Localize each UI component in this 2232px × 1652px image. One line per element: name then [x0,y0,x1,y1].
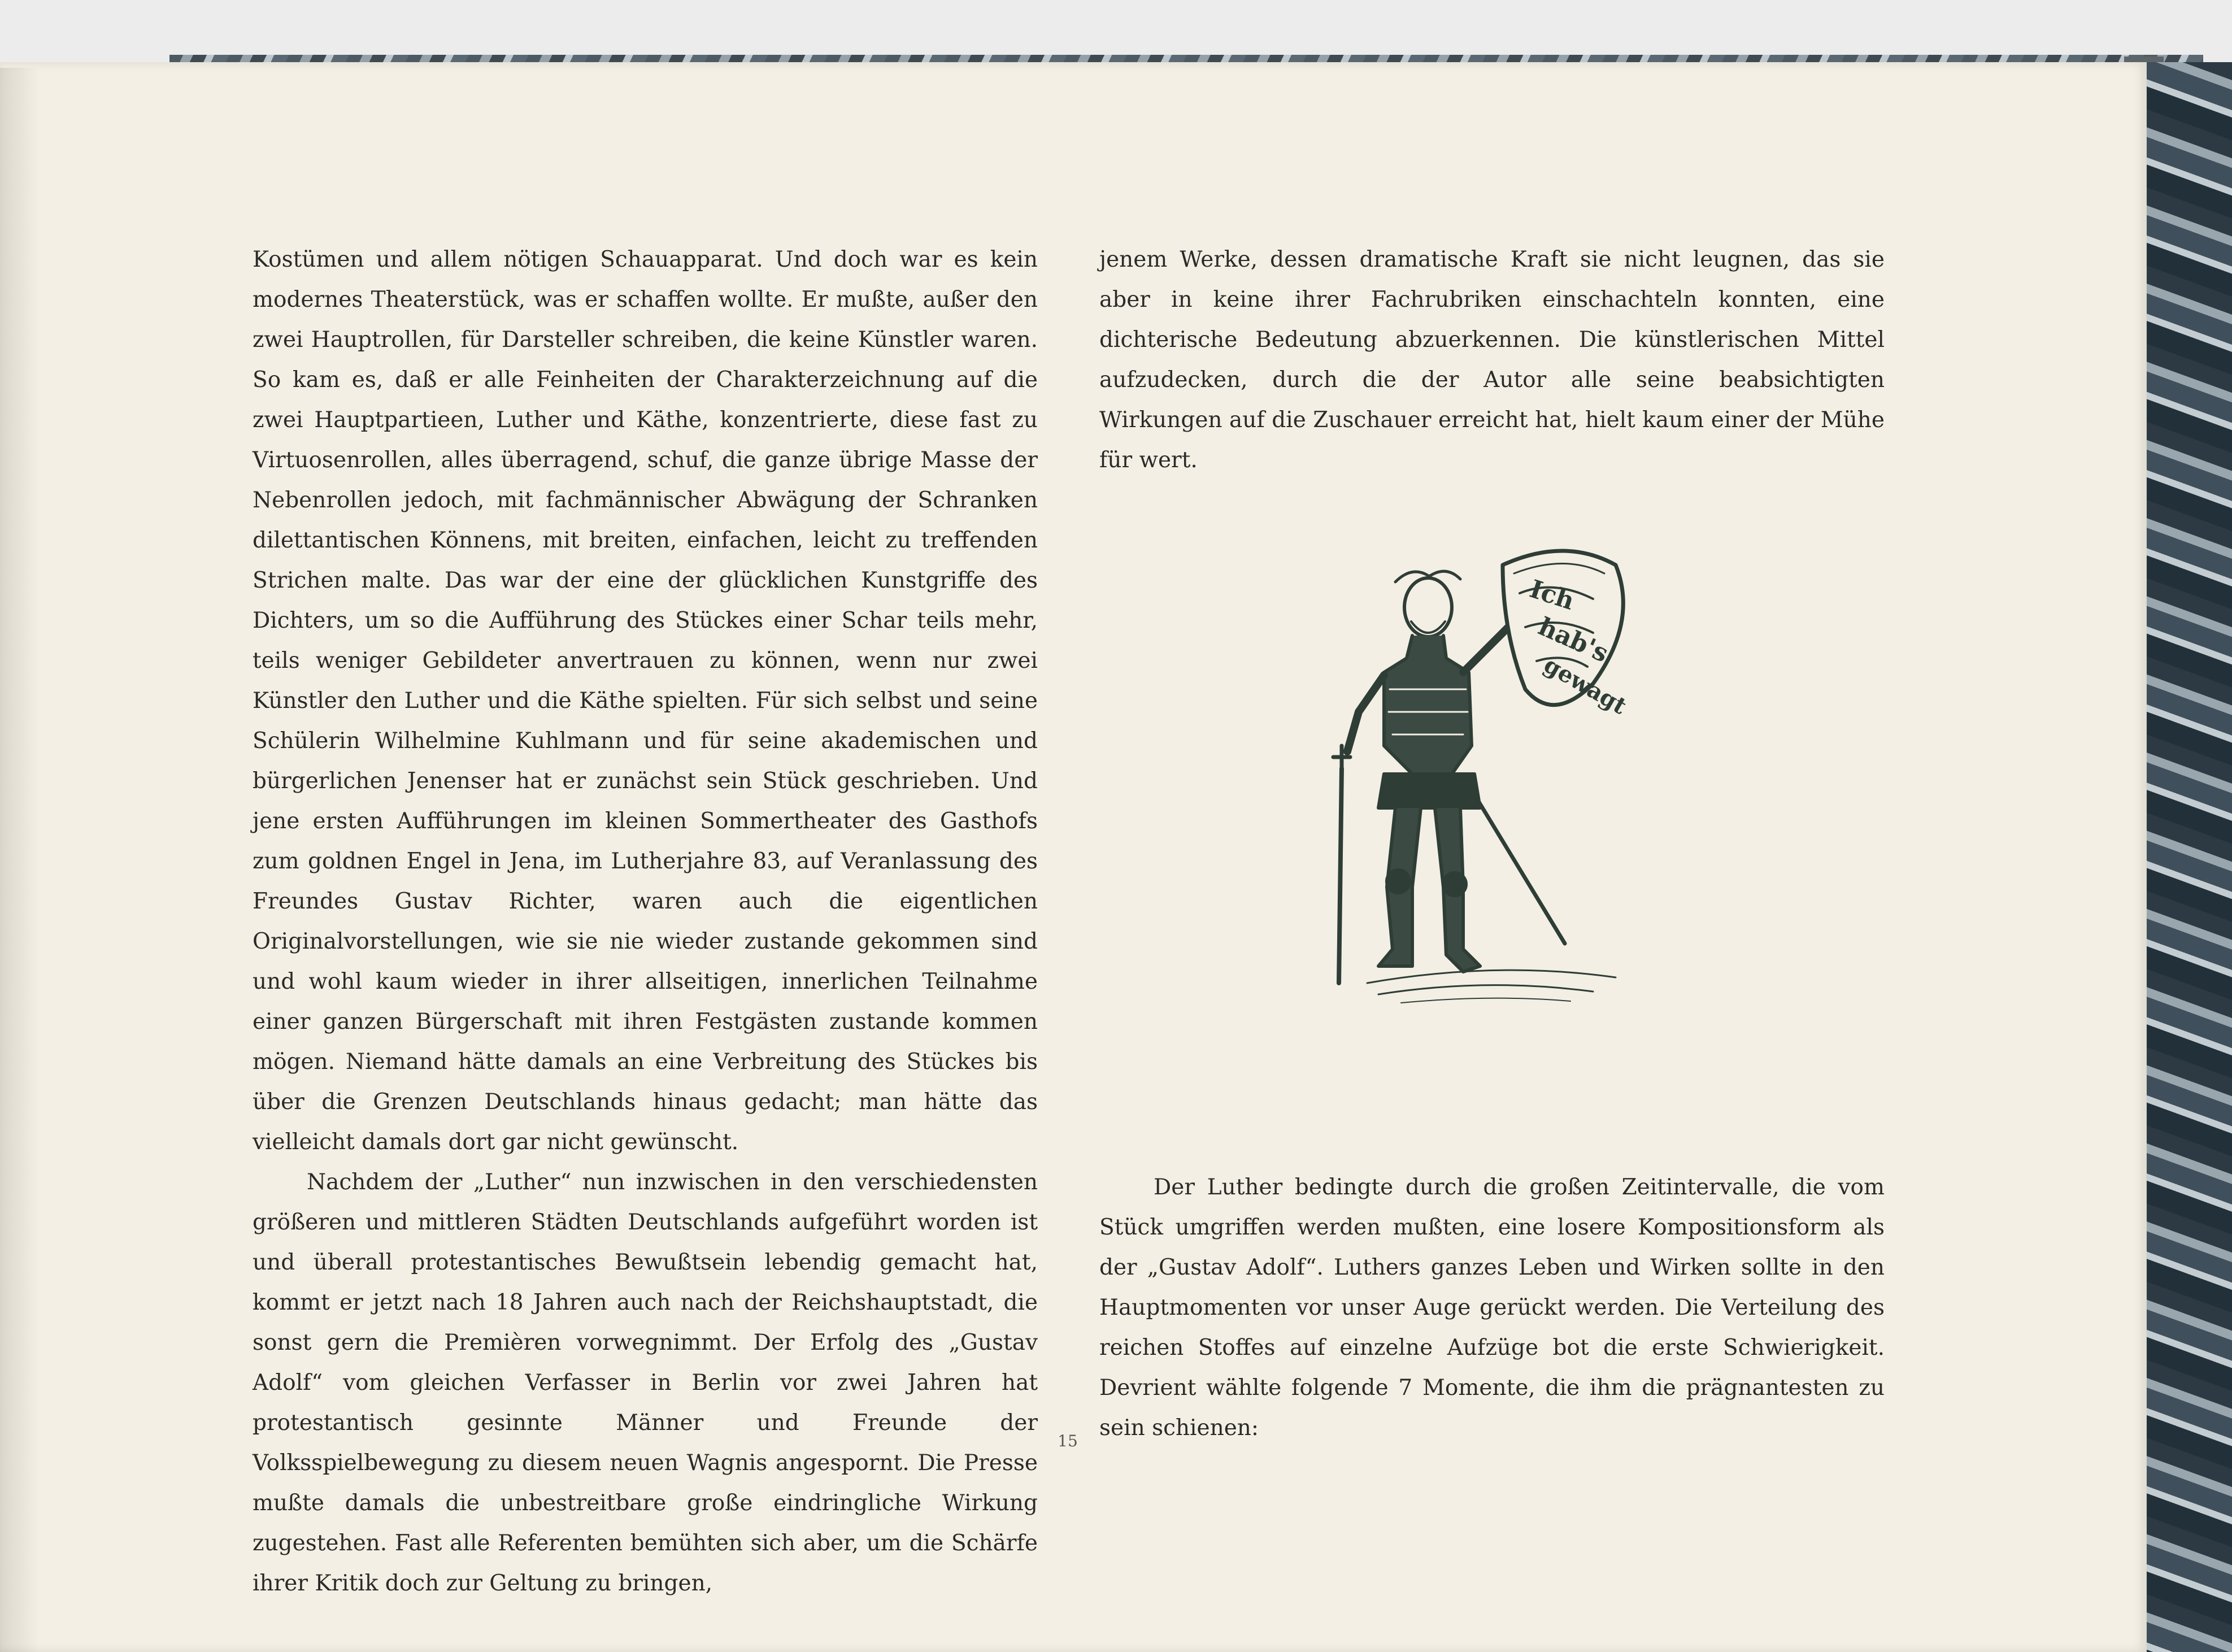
page-number: 15 [1058,1432,1078,1450]
paragraph: Kostümen und allem nötigen Schauapparat. Und doch war es kein modernes Theaterstück, was er schaffen wollte. Er mußte, außer den zwei Hauptrollen, für Darsteller schreiben, die keine Künstler waren. So kam es, daß er alle Feinheiten der Charakterzeichnung auf die zwei Hauptpartieen, Luther und Käthe, konzentrierte, diese fast zu Virtuosenrollen, alles überragend, schuf, die ganze übrige Masse der Nebenrollen jedoch, mit fachmännischer Abwägung der Schranken dilettantischen Könnens, mit breiten, einfachen, leicht zu treffenden Strichen malte. Das war der eine der glücklichen Kunstgriffe des Dichters, um so die Aufführung des Stückes einer Schar teils mehr, teils weniger Gebildeter anvertrauen zu können, wenn nur zwei Künstler den Luther und die Käthe spielten. Für sich selbst und seine Schülerin Wilhelmine Kuhlmann und für seine akademischen und bürgerlichen Jenenser hat er zunächst sein Stück geschrieben. Und jene ersten Aufführungen im kleinen Sommertheater des Gasthofs zum goldnen Engel in Jena, im Lutherjahre 83, auf Veranlassung des Freundes Gustav Richter, waren auch die eigentlichen Originalvorstellungen, wie sie nie wieder zustande gekommen sind und wohl kaum wieder in ihrer allseitigen, innerlichen Teilnahme einer ganzen Bürgerschaft mit ihren Festgästen zustande kommen mögen. Niemand hätte damals an eine Verbreitung des Stückes bis über die Grenzen Deutschlands hinaus gedacht; man hätte das vielleicht damals dort gar nicht gewünscht. [253,247,1038,1155]
svg-text:hab's: hab's [1534,612,1613,668]
page-gutter-shadow [0,68,40,1652]
right-text-column-top [1099,240,1885,480]
paragraph: Der Luther bedingte durch die großen Zeitintervalle, die vom Stück umgriffen werden mußten, eine losere Kompositionsform als der „Gustav Adolf“. Luthers ganzes Leben und Wirken sollte in den Hauptmomenten vor unser Auge gerückt werden. Die Verteilung des reichen Stoffes auf einzelne Aufzüge bot die erste Schwierigkeit. Devrient wählte folgende 7 Momente, die ihm die prägnantesten zu sein schienen: [1099,1175,1885,1441]
paragraph: jenem Werke, dessen dramatische Kraft sie nicht leugnen, das sie aber in keine ihrer Fachrubriken einschachteln konnten, eine dichterische Bedeutung abzuerkennen. Die künstlerischen Mittel aufzudecken, durch die der Autor alle seine beabsichtigten Wirkungen auf die Zuschauer erreicht hat, hielt kaum einer der Mühe für wert. [1099,247,1885,473]
svg-text:gewagt: gewagt [1539,651,1631,720]
knight-illustration [1299,542,1695,1028]
right-text-column-bottom [1099,1167,1885,1448]
paragraph: Nachdem der „Luther“ nun inzwischen in den verschiedensten größeren und mittleren Städten Deutschlands aufgeführt worden ist und überall protestantisches Bewußtsein lebendig gemacht hat, kommt er jetzt nach 18 Jahren auch nach der Reichshauptstadt, die sonst gern die Premièren vorwegnimmt. Der Erfolg des „Gustav Adolf“ vom gleichen Verfasser in Berlin vor zwei Jahren hat protestantisch gesinnte Männer und Freunde der Volksspielbewegung zu diesem neuen Wagnis angespornt. Die Presse mußte damals die unbestreitbare große eindringliche Wirkung zugestehen. Fast alle Referenten bemühten sich aber, um die Schärfe ihrer Kritik doch zur Geltung zu bringen, [253,1170,1038,1596]
svg-text:Ich: Ich [1526,574,1578,616]
book-cover-right-edge [2147,62,2232,1652]
left-text-column [253,240,1038,1603]
